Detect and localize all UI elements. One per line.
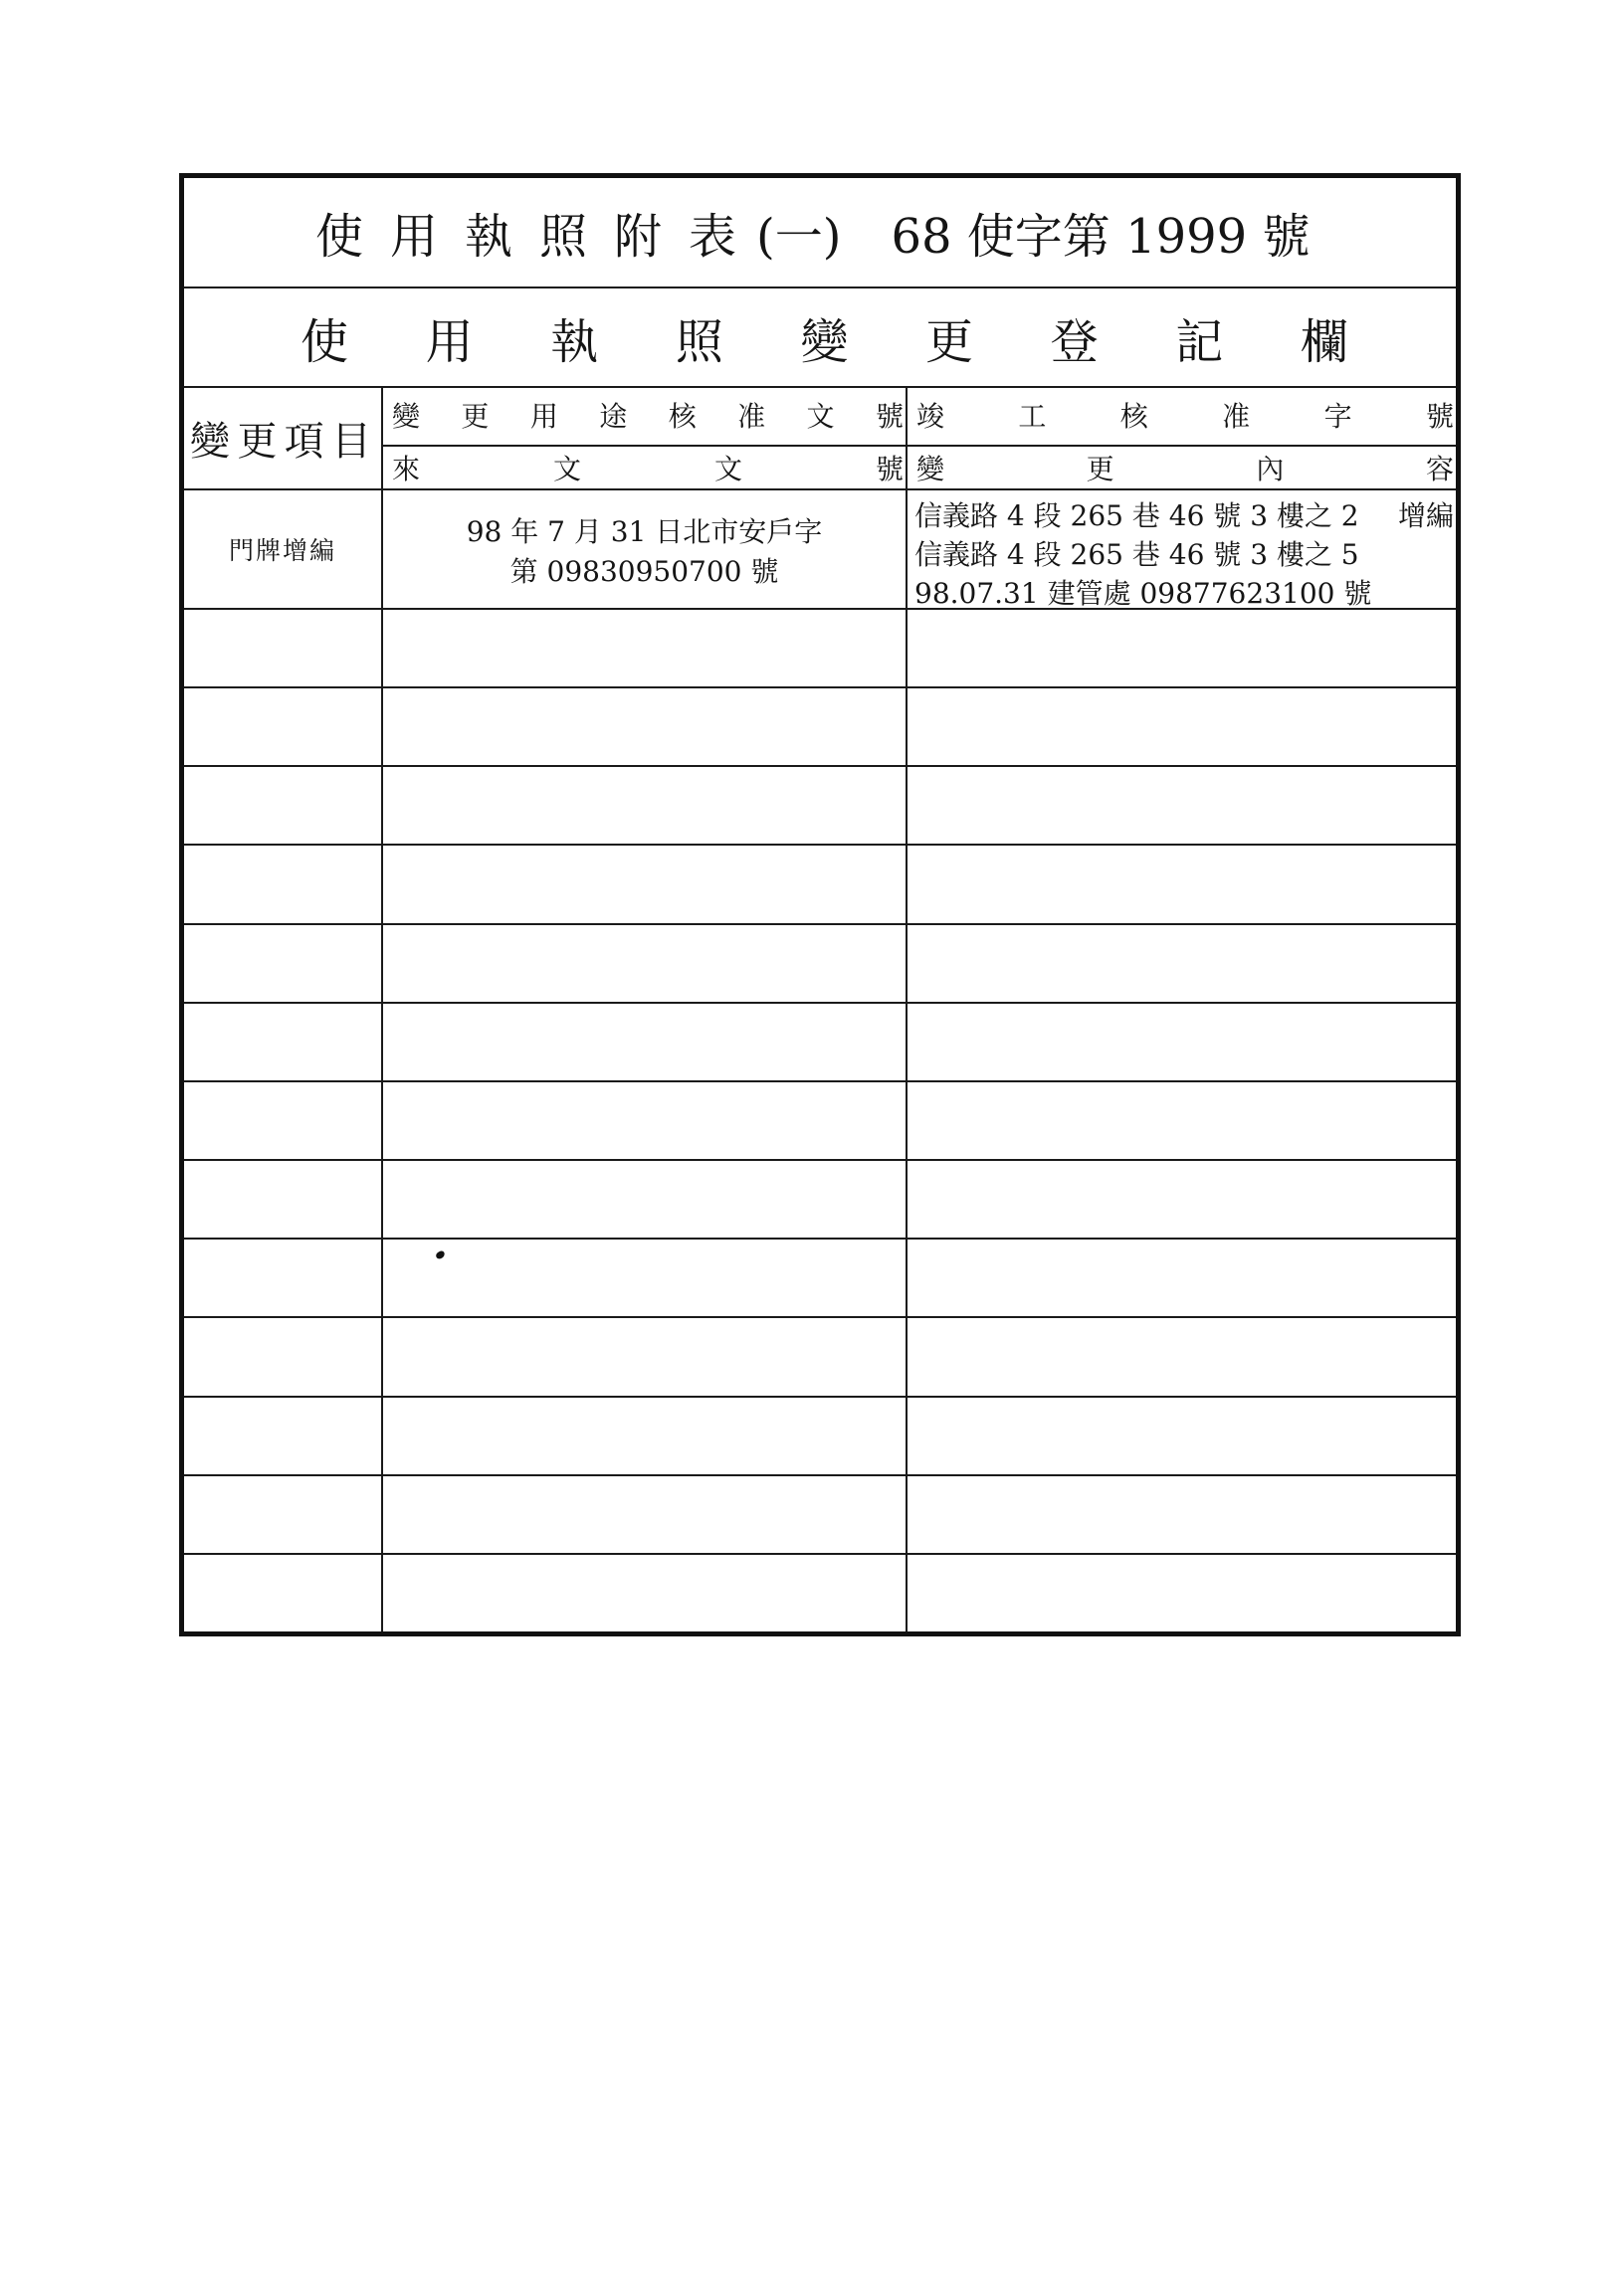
spread-char: 准	[1222, 399, 1251, 433]
spread-char: 登	[1050, 313, 1099, 370]
cell-change-item-empty	[184, 1318, 383, 1395]
content-line: 信義路 4 段 265 巷 46 號 3 樓之 2	[914, 499, 1359, 532]
spread-char: 文	[713, 453, 742, 485]
spread-char: 變	[190, 419, 230, 465]
cell-change-content-empty	[908, 1398, 1456, 1474]
cell-change-content-empty	[908, 1555, 1456, 1631]
spread-char: 竣	[916, 399, 945, 433]
cell-change-content-empty	[908, 1476, 1456, 1553]
cell-doc-no-empty	[383, 1398, 908, 1474]
spread-char: 號	[875, 399, 904, 433]
spread-char: 執	[464, 209, 512, 265]
title-row	[184, 178, 1456, 288]
spread-char: 字	[1323, 399, 1352, 433]
cell-doc-no-empty	[383, 1240, 908, 1316]
spread-char: 使	[315, 209, 364, 265]
cell-change-content-empty	[908, 610, 1456, 686]
spread-char: 工	[1018, 399, 1047, 433]
cell-doc-no-empty	[383, 1004, 908, 1080]
spread-char: 文	[552, 453, 581, 485]
cell-doc-no-empty	[383, 846, 908, 922]
spread-char: 途	[599, 399, 628, 433]
cell-change-item-empty	[184, 1082, 383, 1159]
header-change-item	[184, 388, 383, 490]
table-row-blank	[184, 1555, 1456, 1631]
spread-char: 變	[392, 399, 421, 433]
cell-doc-no-empty	[383, 688, 908, 765]
section-heading	[301, 288, 1348, 386]
spread-char: 核	[668, 399, 697, 433]
cell-change-content-empty	[908, 688, 1456, 765]
cell-change-item-empty	[184, 1398, 383, 1474]
spread-char: 核	[1119, 399, 1148, 433]
header-incoming-doc-no	[383, 447, 908, 490]
spread-char: 變	[800, 313, 849, 370]
cell-change-item-empty	[184, 688, 383, 765]
cell-change-content	[908, 490, 1456, 608]
cell-doc-no-empty	[383, 925, 908, 1002]
cell-doc-no-empty	[383, 610, 908, 686]
section-heading-row	[184, 288, 1456, 388]
cell-doc-no-empty	[383, 1555, 908, 1631]
spread-char: 用	[425, 313, 474, 370]
change-registration-form	[179, 173, 1461, 1636]
spread-char: 記	[1175, 313, 1224, 370]
spread-char: 用	[389, 209, 438, 265]
cell-change-item-empty	[184, 767, 383, 844]
cell-change-item-empty	[184, 1476, 383, 1553]
content-line: 98.07.31 建管處 09877623100 號	[914, 577, 1372, 610]
table-row-blank	[184, 1082, 1456, 1161]
spread-char: 表	[688, 209, 736, 265]
table-row-blank	[184, 1318, 1456, 1397]
spread-char: 使	[301, 313, 349, 370]
spread-char: 來	[392, 453, 421, 485]
cell-change-item-empty	[184, 610, 383, 686]
header-change-item-label	[190, 410, 371, 467]
doc-no-line: 第 09830950700 號	[509, 555, 779, 588]
title-annex-number: (一)	[756, 209, 842, 265]
cell-change-item-empty	[184, 1161, 383, 1238]
spread-char: 更	[461, 399, 490, 433]
table-row-blank	[184, 767, 1456, 846]
cell-change-content-empty	[908, 846, 1456, 922]
spread-char: 號	[875, 453, 904, 485]
spread-char: 容	[1425, 453, 1454, 485]
header-change-content	[908, 447, 1456, 490]
table-row-blank	[184, 846, 1456, 924]
spread-char: 欄	[1300, 313, 1348, 370]
cell-change-content-empty	[908, 1240, 1456, 1316]
spread-char: 准	[737, 399, 766, 433]
title-main	[315, 198, 736, 267]
cell-change-item-empty	[184, 1555, 383, 1631]
cell-change-item-empty	[184, 1240, 383, 1316]
header-change-content-label	[916, 448, 1454, 487]
cell-doc-no	[383, 490, 908, 608]
header-usage-change-approval-no	[383, 388, 908, 447]
cell-change-content-empty	[908, 1082, 1456, 1159]
cell-change-content-empty	[908, 1318, 1456, 1395]
cell-doc-no-empty	[383, 1476, 908, 1553]
header-completion-approval-no	[908, 388, 1456, 447]
table-row-blank	[184, 1240, 1456, 1318]
table-row-blank	[184, 688, 1456, 767]
entry-rows	[184, 490, 1456, 1631]
spread-char: 號	[1425, 399, 1454, 433]
cell-doc-no-empty	[383, 1161, 908, 1238]
header-usage-change-approval-no-label	[392, 395, 904, 435]
table-row-blank	[184, 1004, 1456, 1082]
form-title	[315, 178, 1310, 287]
spread-char: 文	[806, 399, 835, 433]
table-row-blank	[184, 1398, 1456, 1476]
spread-char: 照	[538, 209, 587, 265]
cell-change-content-empty	[908, 767, 1456, 844]
cell-change-content-empty	[908, 1161, 1456, 1238]
content-note: 增編	[1397, 499, 1454, 532]
cell-doc-no-empty	[383, 1082, 908, 1159]
cell-change-item	[184, 490, 383, 608]
spread-char: 附	[613, 209, 662, 265]
content-line: 信義路 4 段 265 巷 46 號 3 樓之 5	[914, 538, 1359, 571]
doc-no-line: 98 年 7 月 31 日北市安戶字	[466, 515, 823, 548]
change-item-text: 門牌增編	[228, 536, 336, 565]
cell-doc-no-empty	[383, 767, 908, 844]
spread-char: 變	[916, 453, 945, 485]
cell-change-item-empty	[184, 846, 383, 922]
table-row-blank	[184, 925, 1456, 1004]
spread-char: 照	[675, 313, 723, 370]
table-row-blank	[184, 610, 1456, 688]
cell-change-item-empty	[184, 925, 383, 1002]
spread-char: 更	[925, 313, 974, 370]
table-row-blank	[184, 1161, 1456, 1240]
spread-char: 內	[1256, 453, 1285, 485]
spread-char: 更	[237, 419, 278, 465]
table-row-blank	[184, 1476, 1456, 1555]
spread-char: 更	[1086, 453, 1114, 485]
spread-char: 項	[284, 419, 324, 465]
header-completion-approval-no-label	[916, 395, 1454, 435]
cell-doc-no-empty	[383, 1318, 908, 1395]
cell-change-item-empty	[184, 1004, 383, 1080]
content-line-with-note	[914, 496, 1454, 535]
cell-change-content-empty	[908, 1004, 1456, 1080]
spread-char: 用	[529, 399, 558, 433]
spread-char: 執	[550, 313, 599, 370]
spread-char: 目	[330, 419, 371, 465]
table-row	[184, 490, 1456, 610]
license-number: 68 使字第 1999 號	[891, 209, 1311, 265]
cell-change-content-empty	[908, 925, 1456, 1002]
header-incoming-doc-no-label	[392, 448, 904, 487]
